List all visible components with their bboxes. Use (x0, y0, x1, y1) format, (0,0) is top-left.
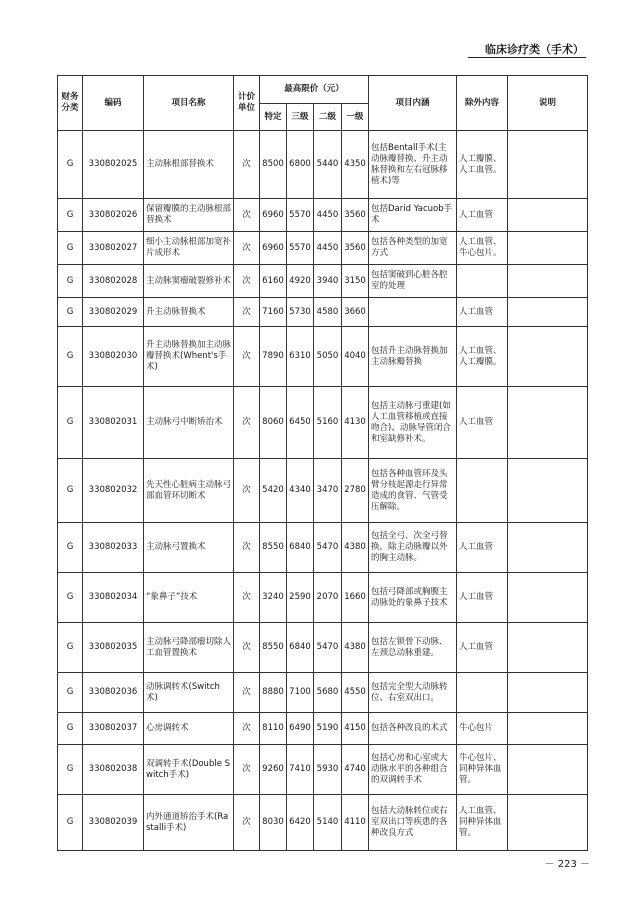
header-content: 项目内涵 (369, 76, 457, 131)
row-price-special: 6960 (260, 232, 287, 265)
row-price-level2: 4580 (314, 298, 342, 327)
row-exclusions: 牛心包片 (457, 713, 508, 745)
row-exclusions: 人工血管 (457, 298, 508, 327)
row-unit: 次 (234, 265, 260, 298)
row-price-level1: 1660 (342, 573, 369, 623)
row-content: 包括窦破到心脏各腔室的处理 (369, 265, 457, 298)
row-code: 330802034 (83, 573, 144, 623)
row-code: 330802033 (83, 523, 144, 573)
row-exclusions (457, 459, 508, 523)
row-exclusions: 人工血管 (457, 623, 508, 673)
row-price-level3: 6420 (287, 795, 314, 851)
header-level2: 二级 (314, 104, 342, 131)
price-table (57, 75, 588, 851)
row-price-special: 8060 (260, 387, 287, 459)
row-content (369, 298, 457, 327)
row-finance-category: G (58, 713, 83, 745)
row-notes (508, 265, 588, 298)
row-price-level3: 2590 (287, 573, 314, 623)
table-row (58, 523, 588, 573)
page-number: － 223 － (544, 859, 590, 870)
row-code: 330802039 (83, 795, 144, 851)
row-code: 330802025 (83, 131, 144, 199)
row-notes (508, 199, 588, 232)
row-exclusions: 人工血管 (457, 523, 508, 573)
header-special: 特定 (260, 104, 287, 131)
row-finance-category: G (58, 298, 83, 327)
row-finance-category: G (58, 387, 83, 459)
row-content: 包括Darid Yacuob手术 (369, 199, 457, 232)
row-price-level3: 6800 (287, 131, 314, 199)
row-unit: 次 (234, 573, 260, 623)
row-price-special: 8500 (260, 131, 287, 199)
row-finance-category: G (58, 623, 83, 673)
row-price-special: 6160 (260, 265, 287, 298)
row-price-level3: 6840 (287, 523, 314, 573)
header-code: 编码 (83, 76, 144, 131)
row-notes (508, 131, 588, 199)
row-code: 330802028 (83, 265, 144, 298)
row-content: 包括完全型大动脉转位、右室双出口。 (369, 673, 457, 713)
table-row (58, 265, 588, 298)
table-row (58, 795, 588, 851)
header-finance-category: 财务分类 (58, 76, 83, 131)
row-price-level2: 5680 (314, 673, 342, 713)
row-item-name: 主动脉弓中断矫治术 (144, 387, 234, 459)
row-content: 包括左锁骨下动脉、左颈总动脉重建。 (369, 623, 457, 673)
row-price-level3: 4920 (287, 265, 314, 298)
row-price-level3: 6450 (287, 387, 314, 459)
row-finance-category: G (58, 232, 83, 265)
row-notes (508, 573, 588, 623)
row-item-name: 细小主动脉根部加宽补片成形术 (144, 232, 234, 265)
table-row (58, 459, 588, 523)
row-price-level1: 4110 (342, 795, 369, 851)
row-price-level1: 3660 (342, 298, 369, 327)
row-finance-category: G (58, 745, 83, 795)
row-exclusions: 人工血管 (457, 573, 508, 623)
row-price-level1: 4040 (342, 327, 369, 387)
row-content: 包括各种类型的加宽方式 (369, 232, 457, 265)
row-code: 330802029 (83, 298, 144, 327)
row-code: 330802032 (83, 459, 144, 523)
row-finance-category: G (58, 131, 83, 199)
row-price-special: 8110 (260, 713, 287, 745)
row-item-name: 升主动脉替换加主动脉瓣替换术(Whent's手术) (144, 327, 234, 387)
row-exclusions: 人工血管、同种异体血管。 (457, 795, 508, 851)
row-finance-category: G (58, 795, 83, 851)
row-price-special: 6960 (260, 199, 287, 232)
row-code: 330802036 (83, 673, 144, 713)
row-unit: 次 (234, 327, 260, 387)
row-finance-category: G (58, 573, 83, 623)
row-code: 330802027 (83, 232, 144, 265)
page-category-header: 临床诊疗类（手术） (485, 43, 584, 56)
row-price-level1: 4740 (342, 745, 369, 795)
row-price-level3: 6840 (287, 623, 314, 673)
row-price-level3: 6310 (287, 327, 314, 387)
row-price-special: 3240 (260, 573, 287, 623)
row-price-level1: 3150 (342, 265, 369, 298)
row-price-level2: 4450 (314, 199, 342, 232)
row-item-name: 主动脉弓置换术 (144, 523, 234, 573)
row-code: 330802026 (83, 199, 144, 232)
row-price-special: 8550 (260, 523, 287, 573)
row-code: 330802038 (83, 745, 144, 795)
row-finance-category: G (58, 265, 83, 298)
row-unit: 次 (234, 673, 260, 713)
row-price-special: 5420 (260, 459, 287, 523)
row-notes (508, 232, 588, 265)
row-exclusions: 人工血管 (457, 387, 508, 459)
row-price-level3: 7100 (287, 673, 314, 713)
table-row (58, 673, 588, 713)
row-finance-category: G (58, 523, 83, 573)
row-price-level1: 4150 (342, 713, 369, 745)
row-unit: 次 (234, 199, 260, 232)
header-item-name: 项目名称 (144, 76, 234, 131)
row-notes (508, 795, 588, 851)
row-price-level2: 3470 (314, 459, 342, 523)
row-item-name: 主动脉根部替换术 (144, 131, 234, 199)
row-price-level2: 5930 (314, 745, 342, 795)
row-content: 包括升主动脉替换加主动脉瓣替换 (369, 327, 457, 387)
row-exclusions: 牛心包片、同种异体血管。 (457, 745, 508, 795)
row-unit: 次 (234, 232, 260, 265)
row-content: 包括弓降部或胸腹主动脉处的象鼻子技术 (369, 573, 457, 623)
row-price-level2: 5190 (314, 713, 342, 745)
row-notes (508, 713, 588, 745)
row-price-level1: 3560 (342, 199, 369, 232)
row-unit: 次 (234, 387, 260, 459)
table-row (58, 131, 588, 199)
table-row (58, 745, 588, 795)
row-price-special: 8550 (260, 623, 287, 673)
row-code: 330802030 (83, 327, 144, 387)
row-price-level2: 5050 (314, 327, 342, 387)
header-level1: 一级 (342, 104, 369, 131)
row-price-special: 7890 (260, 327, 287, 387)
row-price-level1: 3560 (342, 232, 369, 265)
row-content: 包括心房和心室或大动脉水平的各种组合的双调转手术 (369, 745, 457, 795)
row-price-level1: 4380 (342, 623, 369, 673)
row-notes (508, 745, 588, 795)
row-price-special: 8030 (260, 795, 287, 851)
row-price-level2: 5470 (314, 523, 342, 573)
row-notes (508, 387, 588, 459)
row-price-level3: 5570 (287, 232, 314, 265)
header-rule (468, 57, 586, 58)
row-exclusions: 人工血管、人工瓣膜。 (457, 327, 508, 387)
row-price-level1: 4350 (342, 131, 369, 199)
table-row (58, 387, 588, 459)
table-row (58, 232, 588, 265)
row-price-level3: 4340 (287, 459, 314, 523)
row-content: 包括Bentall手术(主动脉瓣替换、升主动脉替换和左右冠脉移植术)等 (369, 131, 457, 199)
row-exclusions (457, 673, 508, 713)
row-notes (508, 523, 588, 573)
table-row (58, 327, 588, 387)
row-item-name: 动脉调转术(Switch术) (144, 673, 234, 713)
row-price-level2: 2070 (314, 573, 342, 623)
row-content: 包括各种血管环及头臂分枝起源走行异常造成的食管、气管受压解除。 (369, 459, 457, 523)
row-unit: 次 (234, 713, 260, 745)
row-price-special: 9260 (260, 745, 287, 795)
row-exclusions: 人工瓣膜、人工血管。 (457, 131, 508, 199)
row-item-name: 主动脉弓降部瘤切除人工血管置换术 (144, 623, 234, 673)
row-price-level1: 4130 (342, 387, 369, 459)
header-exclusions: 除外内容 (457, 76, 508, 131)
row-price-level2: 5470 (314, 623, 342, 673)
row-price-level3: 5730 (287, 298, 314, 327)
header-max-price: 最高限价（元） (260, 76, 369, 104)
row-code: 330802031 (83, 387, 144, 459)
row-exclusions (457, 265, 508, 298)
row-notes (508, 327, 588, 387)
table-row (58, 298, 588, 327)
row-price-level2: 5140 (314, 795, 342, 851)
row-item-name: 心房调转术 (144, 713, 234, 745)
row-unit: 次 (234, 459, 260, 523)
row-item-name: 保留瓣膜的主动脉根部替换术 (144, 199, 234, 232)
row-price-level3: 7410 (287, 745, 314, 795)
row-price-level3: 6490 (287, 713, 314, 745)
row-item-name: 双调转手术(Double Switch手术) (144, 745, 234, 795)
row-unit: 次 (234, 131, 260, 199)
row-price-level1: 4380 (342, 523, 369, 573)
row-notes (508, 298, 588, 327)
row-finance-category: G (58, 459, 83, 523)
row-notes (508, 459, 588, 523)
row-price-level2: 4450 (314, 232, 342, 265)
row-exclusions: 人工血管 (457, 199, 508, 232)
row-unit: 次 (234, 745, 260, 795)
row-content: 包括主动脉弓重建(如人工血管移植或直接吻合)、动脉导管闭合和室缺修补术。 (369, 387, 457, 459)
row-price-special: 7160 (260, 298, 287, 327)
row-finance-category: G (58, 199, 83, 232)
table-row (58, 573, 588, 623)
row-item-name: 内外通道矫治手术(Rastalli手术) (144, 795, 234, 851)
table-row (58, 199, 588, 232)
row-code: 330802035 (83, 623, 144, 673)
row-price-level2: 5160 (314, 387, 342, 459)
row-unit: 次 (234, 523, 260, 573)
row-content: 包括大动脉转位或右室双出口等疾患的各种改良方式 (369, 795, 457, 851)
header-notes: 说明 (508, 76, 588, 131)
row-finance-category: G (58, 673, 83, 713)
row-unit: 次 (234, 795, 260, 851)
row-item-name: 先天性心脏病主动脉弓部血管环切断术 (144, 459, 234, 523)
row-content: 包括各种改良的术式 (369, 713, 457, 745)
row-exclusions: 人工血管、牛心包片。 (457, 232, 508, 265)
row-unit: 次 (234, 623, 260, 673)
row-code: 330802037 (83, 713, 144, 745)
row-notes (508, 623, 588, 673)
row-unit: 次 (234, 298, 260, 327)
row-item-name: 升主动脉替换术 (144, 298, 234, 327)
row-item-name: 主动脉窦瘤破裂修补术 (144, 265, 234, 298)
row-price-level2: 5440 (314, 131, 342, 199)
row-price-special: 8880 (260, 673, 287, 713)
table-row (58, 623, 588, 673)
row-price-level3: 5570 (287, 199, 314, 232)
row-notes (508, 673, 588, 713)
row-price-level1: 4550 (342, 673, 369, 713)
row-content: 包括全弓、次全弓替换，除主动脉瓣以外的胸主动脉。 (369, 523, 457, 573)
row-price-level2: 3940 (314, 265, 342, 298)
row-item-name: “象鼻子”技术 (144, 573, 234, 623)
table-row (58, 713, 588, 745)
row-price-level1: 2780 (342, 459, 369, 523)
header-unit: 计价单位 (234, 76, 260, 131)
row-finance-category: G (58, 327, 83, 387)
header-level3: 三级 (287, 104, 314, 131)
